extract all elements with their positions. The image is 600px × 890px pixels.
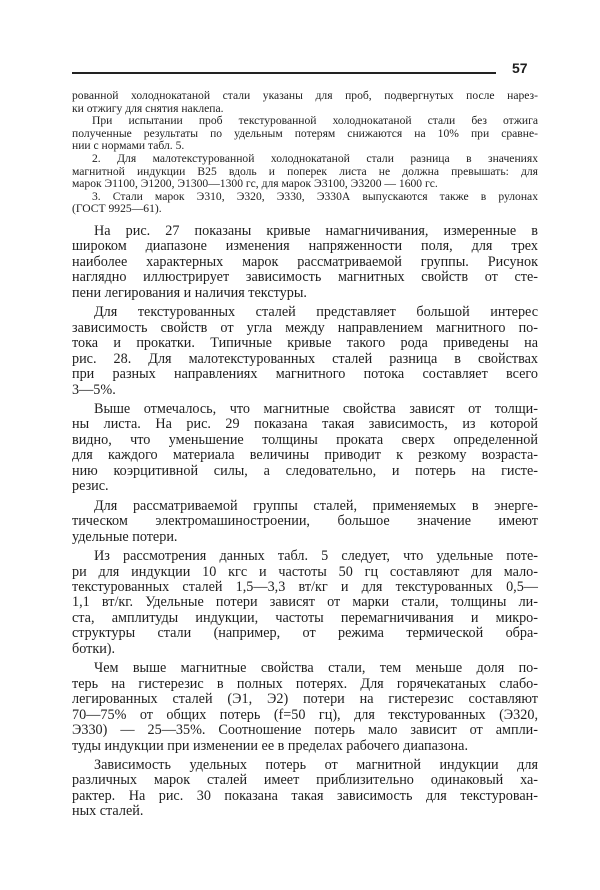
text-line: Выше отмечалось, что магнитные свойства зависят от толщи- xyxy=(94,400,538,417)
text-line: видно, что уменьшение толщины проката сверх определенной xyxy=(72,431,538,448)
text-line: наиболее характерных марок рассматриваемой группы. Рисунок xyxy=(72,253,538,270)
text-line: Из рассмотрения данных табл. 5 следует, что удельные поте- xyxy=(94,548,538,565)
text-line: ных сталей. xyxy=(72,803,144,820)
body-paragraph xyxy=(72,224,538,301)
text-line: наглядно иллюстрирует зависимость магнитных свойств от сте- xyxy=(72,269,538,286)
text-line: 3—5%. xyxy=(72,381,116,398)
body-paragraph xyxy=(72,758,538,820)
text-line: 70—75% от общих потерь (f=50 гц), для текстурованных (Э320, xyxy=(72,706,538,723)
footnote-paragraph xyxy=(72,90,538,115)
body-paragraph xyxy=(72,305,538,398)
text-line: ки отжигу для снятия наклепа. xyxy=(72,101,224,115)
text-line: для каждого материала величины приводит к резкому возраста- xyxy=(72,447,538,464)
text-line: 2. Для малотекстурованной холоднокатаной стали разница в значениях xyxy=(92,151,538,165)
body-text xyxy=(72,224,538,824)
footnote-paragraph xyxy=(72,153,538,191)
text-line: Зависимость удельных потерь от магнитной индукции для xyxy=(94,756,538,773)
text-line: ны листа. На рис. 29 показана такая зависимость, из которой xyxy=(72,416,538,433)
text-line: Для текстурованных сталей представляет большой интерес xyxy=(94,304,538,321)
text-line: при разных направлениях магнитного потока составляет всего xyxy=(72,366,538,383)
text-line: рованной холоднокатаной стали указаны для проб, подвергнутых после нарез- xyxy=(72,89,538,102)
text-line: зависимость свойств от угла между направлением магнитного по- xyxy=(72,319,538,336)
text-line: терь на гистерезис в полных потерях. Для горячекатаных слабо- xyxy=(72,675,538,692)
text-line: широком диапазоне изменения напряженности поля, для трех xyxy=(72,238,538,255)
text-line: 1,1 вт/кг. Удельные потери зависят от марки стали, толщины ли- xyxy=(72,594,538,611)
footnote-paragraph xyxy=(72,115,538,153)
text-line: Э330) — 25—35%. Соотношение потерь мало зависит от ампли- xyxy=(72,722,538,739)
text-line: полученные результаты по удельным потерям снижаются на 10% при сравне- xyxy=(72,126,538,140)
text-line: нии с нормами табл. 5. xyxy=(72,139,185,153)
text-line: магнитной индукции В25 вдоль и поперек листа не должна превышать: для xyxy=(72,164,538,178)
body-paragraph xyxy=(72,549,538,657)
body-paragraph xyxy=(72,499,538,545)
text-line: ри для индукции 10 кгс и частоты 50 гц составляют для мало- xyxy=(72,563,538,580)
text-line: нию коэрцитивной силы, а следовательно, и потерь на гисте- xyxy=(72,462,538,479)
text-line: (ГОСТ 9925—61). xyxy=(72,202,162,216)
text-line: легированных сталей (Э1, Э2) потери на гистерезис составляют xyxy=(72,691,538,708)
text-line: Чем выше магнитные свойства стали, тем меньше доля по- xyxy=(94,660,538,677)
text-line: тока и прокатки. Типичные кривые такого рода приведены на xyxy=(72,335,538,352)
text-line: пени легирования и наличия текстуры. xyxy=(72,284,307,301)
text-line: 3. Стали марок Э310, Э320, Э330, Э330А выпускаются также в рулонах xyxy=(92,189,538,203)
footnotes xyxy=(72,90,538,216)
text-line: текстурованных сталей 1,5—3,3 вт/кг и для текстурованных 0,5— xyxy=(72,578,538,595)
text-line: рис. 28. Для малотекстурованных сталей разница в свойствах xyxy=(72,350,538,367)
text-line: марок Э1100, Э1200, Э1300—1300 гс, для марок Э3100, Э3200 — 1600 гс. xyxy=(72,177,438,191)
body-paragraph xyxy=(72,402,538,495)
text-line: туды индукции при изменении ее в пределах рабочего диапазона. xyxy=(72,737,468,754)
text-line: При испытании проб текстурованной холоднокатаной стали без отжига xyxy=(92,114,538,128)
text-line: тическом электромашиностроении, большое значение имеют xyxy=(72,513,538,530)
text-line: различных марок сталей имеет приблизительно одинаковый ха- xyxy=(72,772,538,789)
text-line: На рис. 27 показаны кривые намагничивания, измеренные в xyxy=(94,223,538,239)
text-line: удельные потери. xyxy=(72,528,178,545)
text-line: ботки). xyxy=(72,640,116,657)
text-line: Для рассматриваемой группы сталей, применяемых в энерге- xyxy=(94,497,538,514)
text-line: рактер. На рис. 30 показана такая зависимость для текстурован- xyxy=(72,787,538,804)
footnote-paragraph xyxy=(72,191,538,216)
page-number: 57 xyxy=(512,60,528,76)
text-line: резис. xyxy=(72,478,109,495)
header-rule xyxy=(72,72,496,74)
text-line: ста, амплитуды индукции, частоты перемагничивания и микро- xyxy=(72,609,538,626)
body-paragraph xyxy=(72,661,538,754)
text-line: структуры стали (например, от режима термической обра- xyxy=(72,625,538,642)
